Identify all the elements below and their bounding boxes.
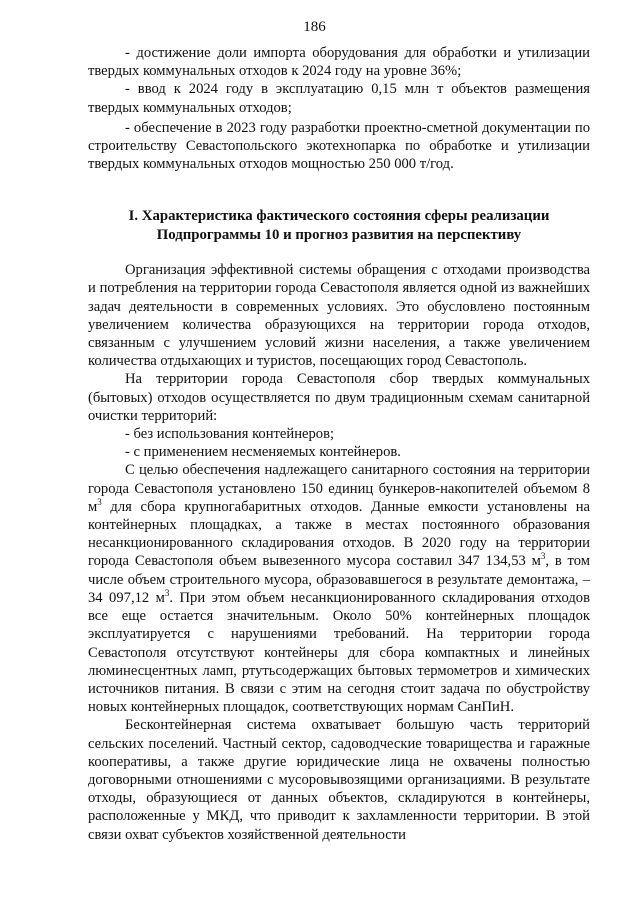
superscript-1: 3 — [97, 497, 102, 508]
section-heading-line-2: Подпрограммы 10 и прогноз развития на перспективу — [156, 226, 522, 243]
superscript-3: 3 — [164, 588, 170, 599]
intro-item-2: - ввод к 2024 году в эксплуатацию 0,15 млн т объектов размещения твердых коммунальных отходов; — [88, 81, 590, 116]
paragraph-3-part-3: , в том числе объем строительного мусора, образовавшегося в результате демонтажа, – 34 097,12 м — [88, 553, 590, 606]
superscript-2: 3 — [540, 551, 546, 562]
paragraph-3-part-4: . При этом объем несанкционированного складирования отходов все еще остается значительным. Около 50% контейнерных площадок эксплуатируется с нарушениями требований. На территории города Севастополя отсутствуют контейнеры для сбора компактных и линейных люминесцентных ламп, ртутьсодержащих бытовых термометров и химических источников питания. В связи с этим на сегодня стоит задача по обустройству новых контейнерных площадок, соответствующих нормам СанПиН. — [88, 589, 590, 716]
document-body — [88, 44, 590, 844]
paragraph-1: Организация эффективной системы обращения с отходами производства и потребления на территории города Севастополя является одной из важнейших задач деятельности в современных условиях. Это обусловлено постоянным увеличением количества образующихся на территории города отходов, связанным с улучшением условий жизни населения, а также увеличением количества отдыхающих и туристов, посещающих город Севастополь. — [88, 262, 590, 370]
paragraph-4: Бесконтейнерная система охватывает большую часть территорий сельских поселений. Частный сектор, садоводческие товарищества и гаражные кооперативы, а также другие юридические лица не охвачены полностью договорными отношениями с мусоровывозящими организациями. В результате отходы, образующиеся от данных объектов, складируются в контейнеры, расположенные у МКД, что приводит к захламленности территории. В этой связи охват субъектов хозяйственной деятельности — [88, 717, 590, 843]
paragraph-2: На территории города Севастополя сбор твердых коммунальных (бытовых) отходов осуществляется по двум традиционным схемам санитарной очистки территорий: — [88, 371, 590, 424]
paragraph-3 — [88, 461, 590, 716]
scheme-item-2: - с применением несменяемых контейнеров. — [125, 444, 401, 461]
section-heading — [88, 207, 590, 244]
scheme-item-1: - без использования контейнеров; — [125, 426, 335, 443]
intro-item-3: - обеспечение в 2023 году разработки проектно-сметной документации по строительству Севастопольского экотехнопарка по обработке и утилизации твердых коммунальных отходов мощностью 250 000 т/год. — [88, 119, 590, 173]
page-number: 186 — [303, 19, 326, 35]
section-heading-line-1: I. Характеристика фактического состояния сферы реализации — [128, 208, 550, 225]
paragraph-3-part-2: для сбора крупногабаритных отходов. Данные емкости установлены на контейнерных площадках, а также в местах постоянного образования несанкционированного складирования отходов. В 2020 году на территории города Севастополя объем вывезенного мусора составил 347 134,53 м — [88, 498, 590, 570]
paragraph-3-part-1: С целью обеспечения надлежащего санитарного состояния на территории города Севастополя установлено 150 единиц бункеров-накопителей объемом 8 м — [88, 462, 590, 515]
intro-item-1: - достижение доли импорта оборудования для обработки и утилизации твердых коммунальных отходов к 2024 году на уровне 36%; — [88, 45, 590, 80]
